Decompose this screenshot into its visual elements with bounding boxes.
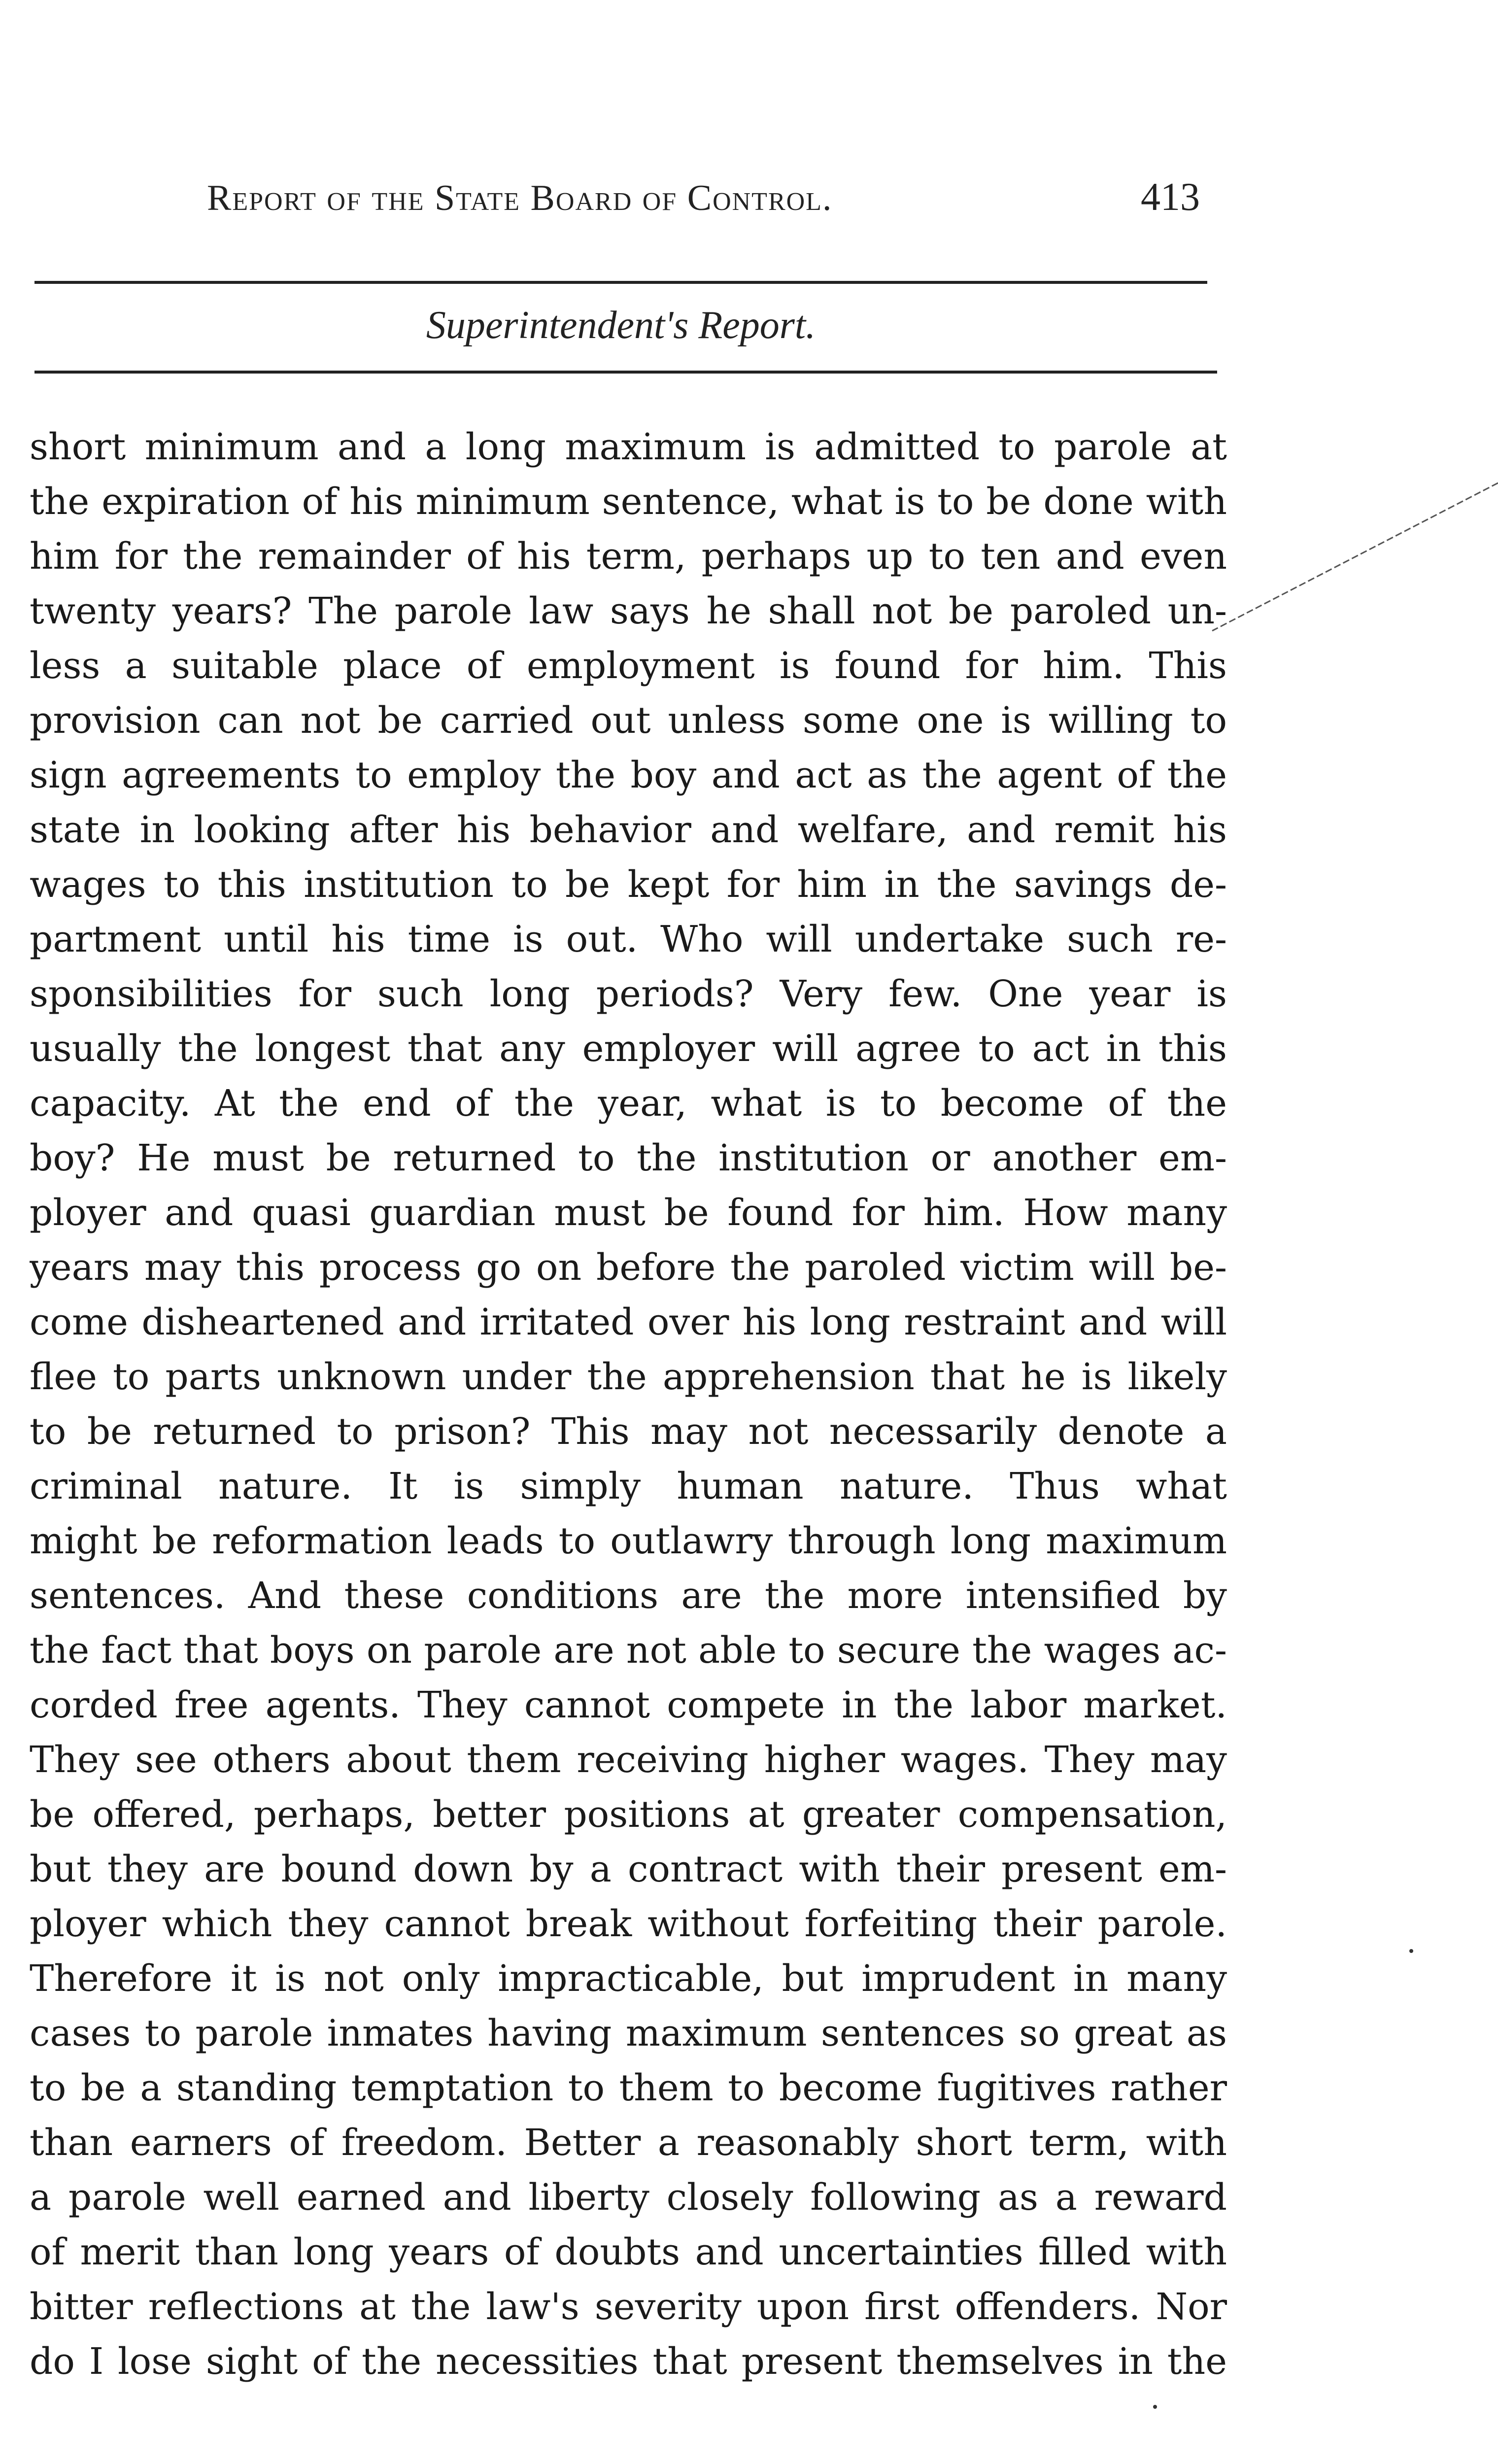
- text-line: years may this process go on before the paroled victim will be-: [30, 1246, 1227, 1289]
- text-line: wages to this institution to be kept for him in the savings de-: [30, 863, 1227, 906]
- text-line: sponsibilities for such long periods? Very few. One year is: [30, 973, 1227, 1015]
- text-line: to be returned to prison? This may not necessarily denote a: [30, 1410, 1227, 1453]
- text-line: of merit than long years of doubts and uncertainties filled with: [30, 2231, 1227, 2273]
- text-line: usually the longest that any employer will agree to act in this: [30, 1027, 1227, 1070]
- text-line: him for the remainder of his term, perhaps up to ten and even: [30, 535, 1227, 578]
- text-line: come disheartened and irritated over his long restraint and will: [30, 1301, 1227, 1343]
- text-line: sentences. And these conditions are the more intensified by: [30, 1574, 1227, 1617]
- text-line: than earners of freedom. Better a reasonably short term, with: [30, 2122, 1227, 2164]
- text-line: capacity. At the end of the year, what is to become of the: [30, 1082, 1227, 1125]
- margin-pencil-stroke: [1207, 473, 1498, 636]
- text-line: criminal nature. It is simply human nature. Thus what: [30, 1465, 1227, 1507]
- header-rule-top: [34, 281, 1207, 284]
- text-line: be offered, perhaps, better positions at greater compensation,: [30, 1793, 1227, 1836]
- text-line: ployer and quasi guardian must be found for him. How many: [30, 1192, 1227, 1234]
- text-line: ployer which they cannot break without forfeiting their parole.: [30, 1903, 1227, 1945]
- text-line: the expiration of his minimum sentence, what is to be done with: [30, 480, 1227, 523]
- ink-speck: [1409, 1949, 1413, 1953]
- text-line: corded free agents. They cannot compete in the labor market.: [30, 1684, 1227, 1726]
- header-rule-bottom: [34, 371, 1217, 374]
- text-line: provision can not be carried out unless some one is willing to: [30, 699, 1227, 742]
- text-line: but they are bound down by a contract with their present em-: [30, 1848, 1227, 1890]
- text-line: short minimum and a long maximum is admitted to parole at: [30, 426, 1227, 468]
- page-number: 413: [1141, 175, 1200, 219]
- section-title: Superintendent's Report.: [426, 304, 816, 347]
- text-line: do I lose sight of the necessities that present themselves in the: [30, 2340, 1227, 2383]
- text-line: boy? He must be returned to the institution or another em-: [30, 1137, 1227, 1179]
- text-line: cases to parole inmates having maximum sentences so great as: [30, 2012, 1227, 2054]
- pencil-line: [1212, 483, 1498, 631]
- text-line: a parole well earned and liberty closely following as a reward: [30, 2176, 1227, 2219]
- text-line: might be reformation leads to outlawry through long maximum: [30, 1520, 1227, 1562]
- running-title: Report of the State Board of Control.: [207, 178, 833, 218]
- text-line: partment until his time is out. Who will undertake such re-: [30, 918, 1227, 960]
- ink-speck: [1153, 2405, 1157, 2409]
- text-line: state in looking after his behavior and welfare, and remit his: [30, 809, 1227, 851]
- text-line: bitter reflections at the law's severity upon first offenders. Nor: [30, 2286, 1227, 2328]
- text-line: to be a standing temptation to them to become fugitives rather: [30, 2067, 1227, 2109]
- text-line: They see others about them receiving higher wages. They may: [30, 1739, 1227, 1781]
- text-line: flee to parts unknown under the apprehension that he is likely: [30, 1356, 1227, 1398]
- text-line: sign agreements to employ the boy and act as the agent of the: [30, 754, 1227, 796]
- text-line: twenty years? The parole law says he shall not be paroled un-: [30, 590, 1227, 632]
- text-line: Therefore it is not only impracticable, but imprudent in many: [30, 1957, 1227, 2000]
- body-text: [30, 420, 1227, 2389]
- text-line: the fact that boys on parole are not able to secure the wages ac-: [30, 1629, 1227, 1672]
- text-line: less a suitable place of employment is found for him. This: [30, 645, 1227, 687]
